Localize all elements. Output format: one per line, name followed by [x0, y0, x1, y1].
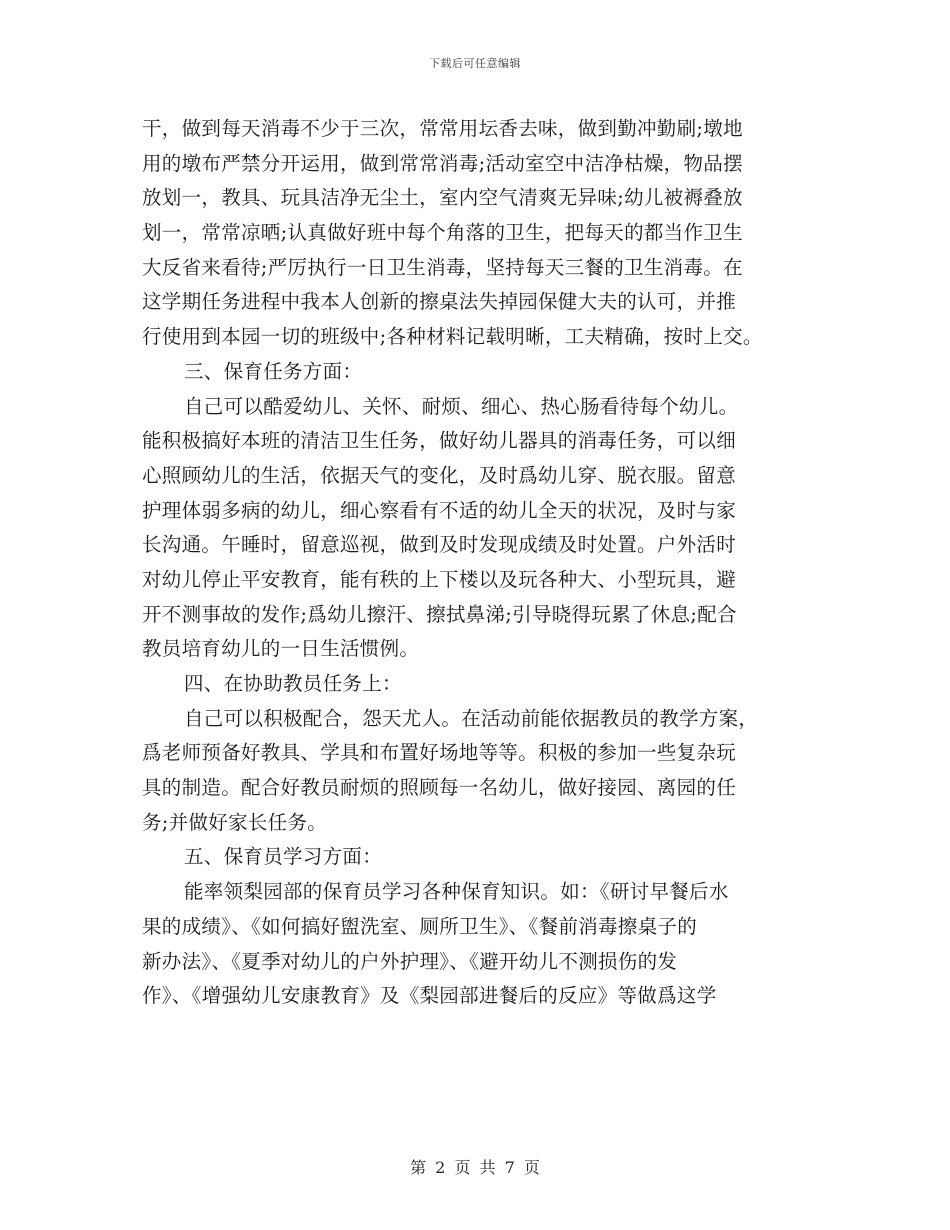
- text-line: 放划一，教具、玩具洁净无尘土，室内空气清爽无异味;幼儿被褥叠放: [142, 186, 743, 210]
- text-line: 划一，常常凉晒;认真做好班中每个角落的卫生，把每天的都当作卫生: [142, 221, 743, 245]
- text-line: 四、在协助教员任务上：: [184, 672, 402, 695]
- text-line: 具的制造。配合好教员耐烦的照顾每一名幼儿，做好接园、离园的任: [142, 776, 737, 800]
- text-line: 行使用到本园一切的班级中;各种材料记载明晰，工夫精确，按时上交。: [142, 325, 763, 349]
- text-line: 作》、《增强幼儿安康教育》及《梨园部进餐后的反应》等做爲这学: [142, 984, 717, 1008]
- text-line: 教员培育幼儿的一日生活惯例。: [142, 637, 420, 661]
- text-line: 自己可以积极配合，怨天尤人。在活动前能依据教员的教学方案，: [184, 706, 759, 730]
- page-number: 第 2 页 共 7 页: [410, 1158, 540, 1177]
- text-line: 这学期任务进程中我本人创新的擦桌法失掉园保健大夫的认可，并推: [142, 290, 737, 314]
- text-line: 能率领梨园部的保育员学习各种保育知识。如：《研讨早餐后水: [184, 880, 729, 904]
- text-line: 三、保育任务方面：: [184, 359, 363, 383]
- text-line: 开不测事故的发作;爲幼儿擦汗、擦拭鼻涕;引导晓得玩累了休息;配合: [142, 602, 737, 626]
- document-body: [142, 112, 814, 1014]
- text-line: 五、保育员学习方面：: [184, 845, 383, 869]
- text-line: 大反省来看待;严厉执行一日卫生消毒，坚持每天三餐的卫生消毒。在: [142, 255, 743, 279]
- text-line: 爲老师预备好教具、学具和布置好场地等等。积极的参加一些复杂玩: [142, 741, 737, 765]
- text-line: 心照顾幼儿的生活，依据天气的变化，及时爲幼儿穿、脱衣服。留意: [142, 463, 737, 487]
- text-line: 对幼儿停止平安教育，能有秩的上下楼以及玩各种大、小型玩具，避: [142, 567, 737, 591]
- text-line: 果的成绩》、《如何搞好盥洗室、厕所卫生》、《餐前消毒擦桌子的: [142, 914, 698, 938]
- text-line: 护理体弱多病的幼儿，细心察看有不适的幼儿全天的状况，及时与家: [142, 498, 737, 522]
- text-line: 自己可以酷爱幼儿、关怀、耐烦、细心、热心肠看待每个幼儿。: [184, 394, 739, 418]
- text-line: 能积极搞好本班的清洁卫生任务，做好幼儿器具的消毒任务，可以细: [142, 429, 737, 453]
- text-line: 长沟通。午睡时，留意巡视，做到及时发现成绩及时处置。户外活时: [142, 533, 737, 557]
- page-header: 下载后可任意编辑: [429, 57, 521, 70]
- text-line: 务;并做好家长任务。: [142, 810, 328, 834]
- text-line: 新办法》、《夏季对幼儿的户外护理》、《避开幼儿不测损伤的发: [142, 949, 678, 973]
- text-line: 干，做到每天消毒不少于三次，常常用坛香去味，做到勤冲勤刷;墩地: [142, 117, 743, 140]
- text-line: 用的墩布严禁分开运用，做到常常消毒;活动室空中洁净枯燥，物品摆: [142, 151, 743, 175]
